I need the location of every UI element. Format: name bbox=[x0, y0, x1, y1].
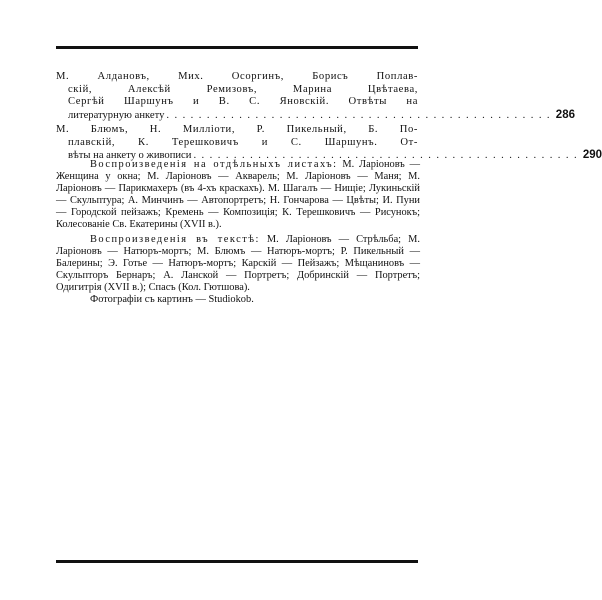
toc-entry-answers-painting-survey bbox=[56, 124, 602, 163]
toc-entry-line: М. Алдановъ, Мих. Осоргинъ, Борисъ Поплав- bbox=[56, 71, 418, 82]
text-illustrations-heading: Воспроизведенія въ текстѣ: bbox=[90, 234, 260, 245]
dot-leader: . . . . . . . . . . . . . . . . . . . . . . . . . . . . . . . . . . . . . . . . . . . . . . . . bbox=[166, 109, 551, 121]
bottom-rule bbox=[56, 560, 418, 563]
toc-entry-leader-line bbox=[56, 108, 575, 123]
text-illustrations-paragraph bbox=[56, 234, 420, 294]
plates-list-heading: Воспроизведенія на отдѣльныхъ листахъ: bbox=[90, 159, 338, 170]
toc-entry-line: скій, Алексѣй Ремизовъ, Марина Цвѣтаева, bbox=[68, 83, 418, 95]
plates-list-text: М. Ларіоновъ — Женщина у окна; М. Ларіоновъ — Акварель; М. Ларіоновъ — Маня; М. Ларіоновъ — Парикмахеръ (въ 4-хъ краскахъ). М. Шагалъ — Нищіе; Лукиньскій — Скульптура; А. Минчинъ — Автопортретъ; Н. Гончарова — Цвѣты; И. Пуни — Городской пейзажъ; Кремень — Композиція; К. Терешковичъ — Рисунокъ; Колесованіе Св. Екатерины (XVII в.). bbox=[56, 159, 421, 231]
dot-leader: . . . . . . . . . . . . . . . . . . . . . . . . . . . . . . . . . . . . . . . . . . . . . . . . bbox=[193, 150, 579, 162]
toc-entry-line: плавскій, К. Терешковичъ и С. Шаршунъ. От- bbox=[68, 136, 418, 148]
toc-entry-line: Сергѣй Шаршунъ и В. С. Яновскій. Отвѣты на bbox=[68, 96, 418, 108]
plates-list-paragraph bbox=[56, 159, 420, 232]
text-illustrations-text: М. Ларіоновъ — Стрѣльба; М. Ларіоновъ — Натюръ-мортъ; М. Блюмъ — Натюръ-мортъ; Р. Пикельный — Балерины; Э. Готье — Натюръ-мортъ; Карскій — Пейзажъ; Мѣщаниновъ — Скульпторъ Бернаръ; А. Ланской — Портретъ; Добринскій — Портретъ; Одигитрія (XVII в.); Спасъ (Кол. Гютшова). bbox=[56, 234, 420, 294]
toc-entry-answers-literary-survey bbox=[56, 71, 575, 122]
top-rule bbox=[56, 46, 418, 49]
photo-credit: Фотографіи съ картинъ — Studiokob. bbox=[90, 294, 254, 305]
toc-entry-line: литературную анкету bbox=[68, 109, 165, 121]
page-number: 286 bbox=[555, 108, 575, 121]
toc-entry-line: вѣты на анкету о живописи bbox=[68, 150, 192, 162]
page-number: 290 bbox=[582, 149, 602, 162]
toc-entry-line: М. Блюмъ, Н. Миллioти, Р. Пикельный, Б. По- bbox=[56, 124, 418, 135]
